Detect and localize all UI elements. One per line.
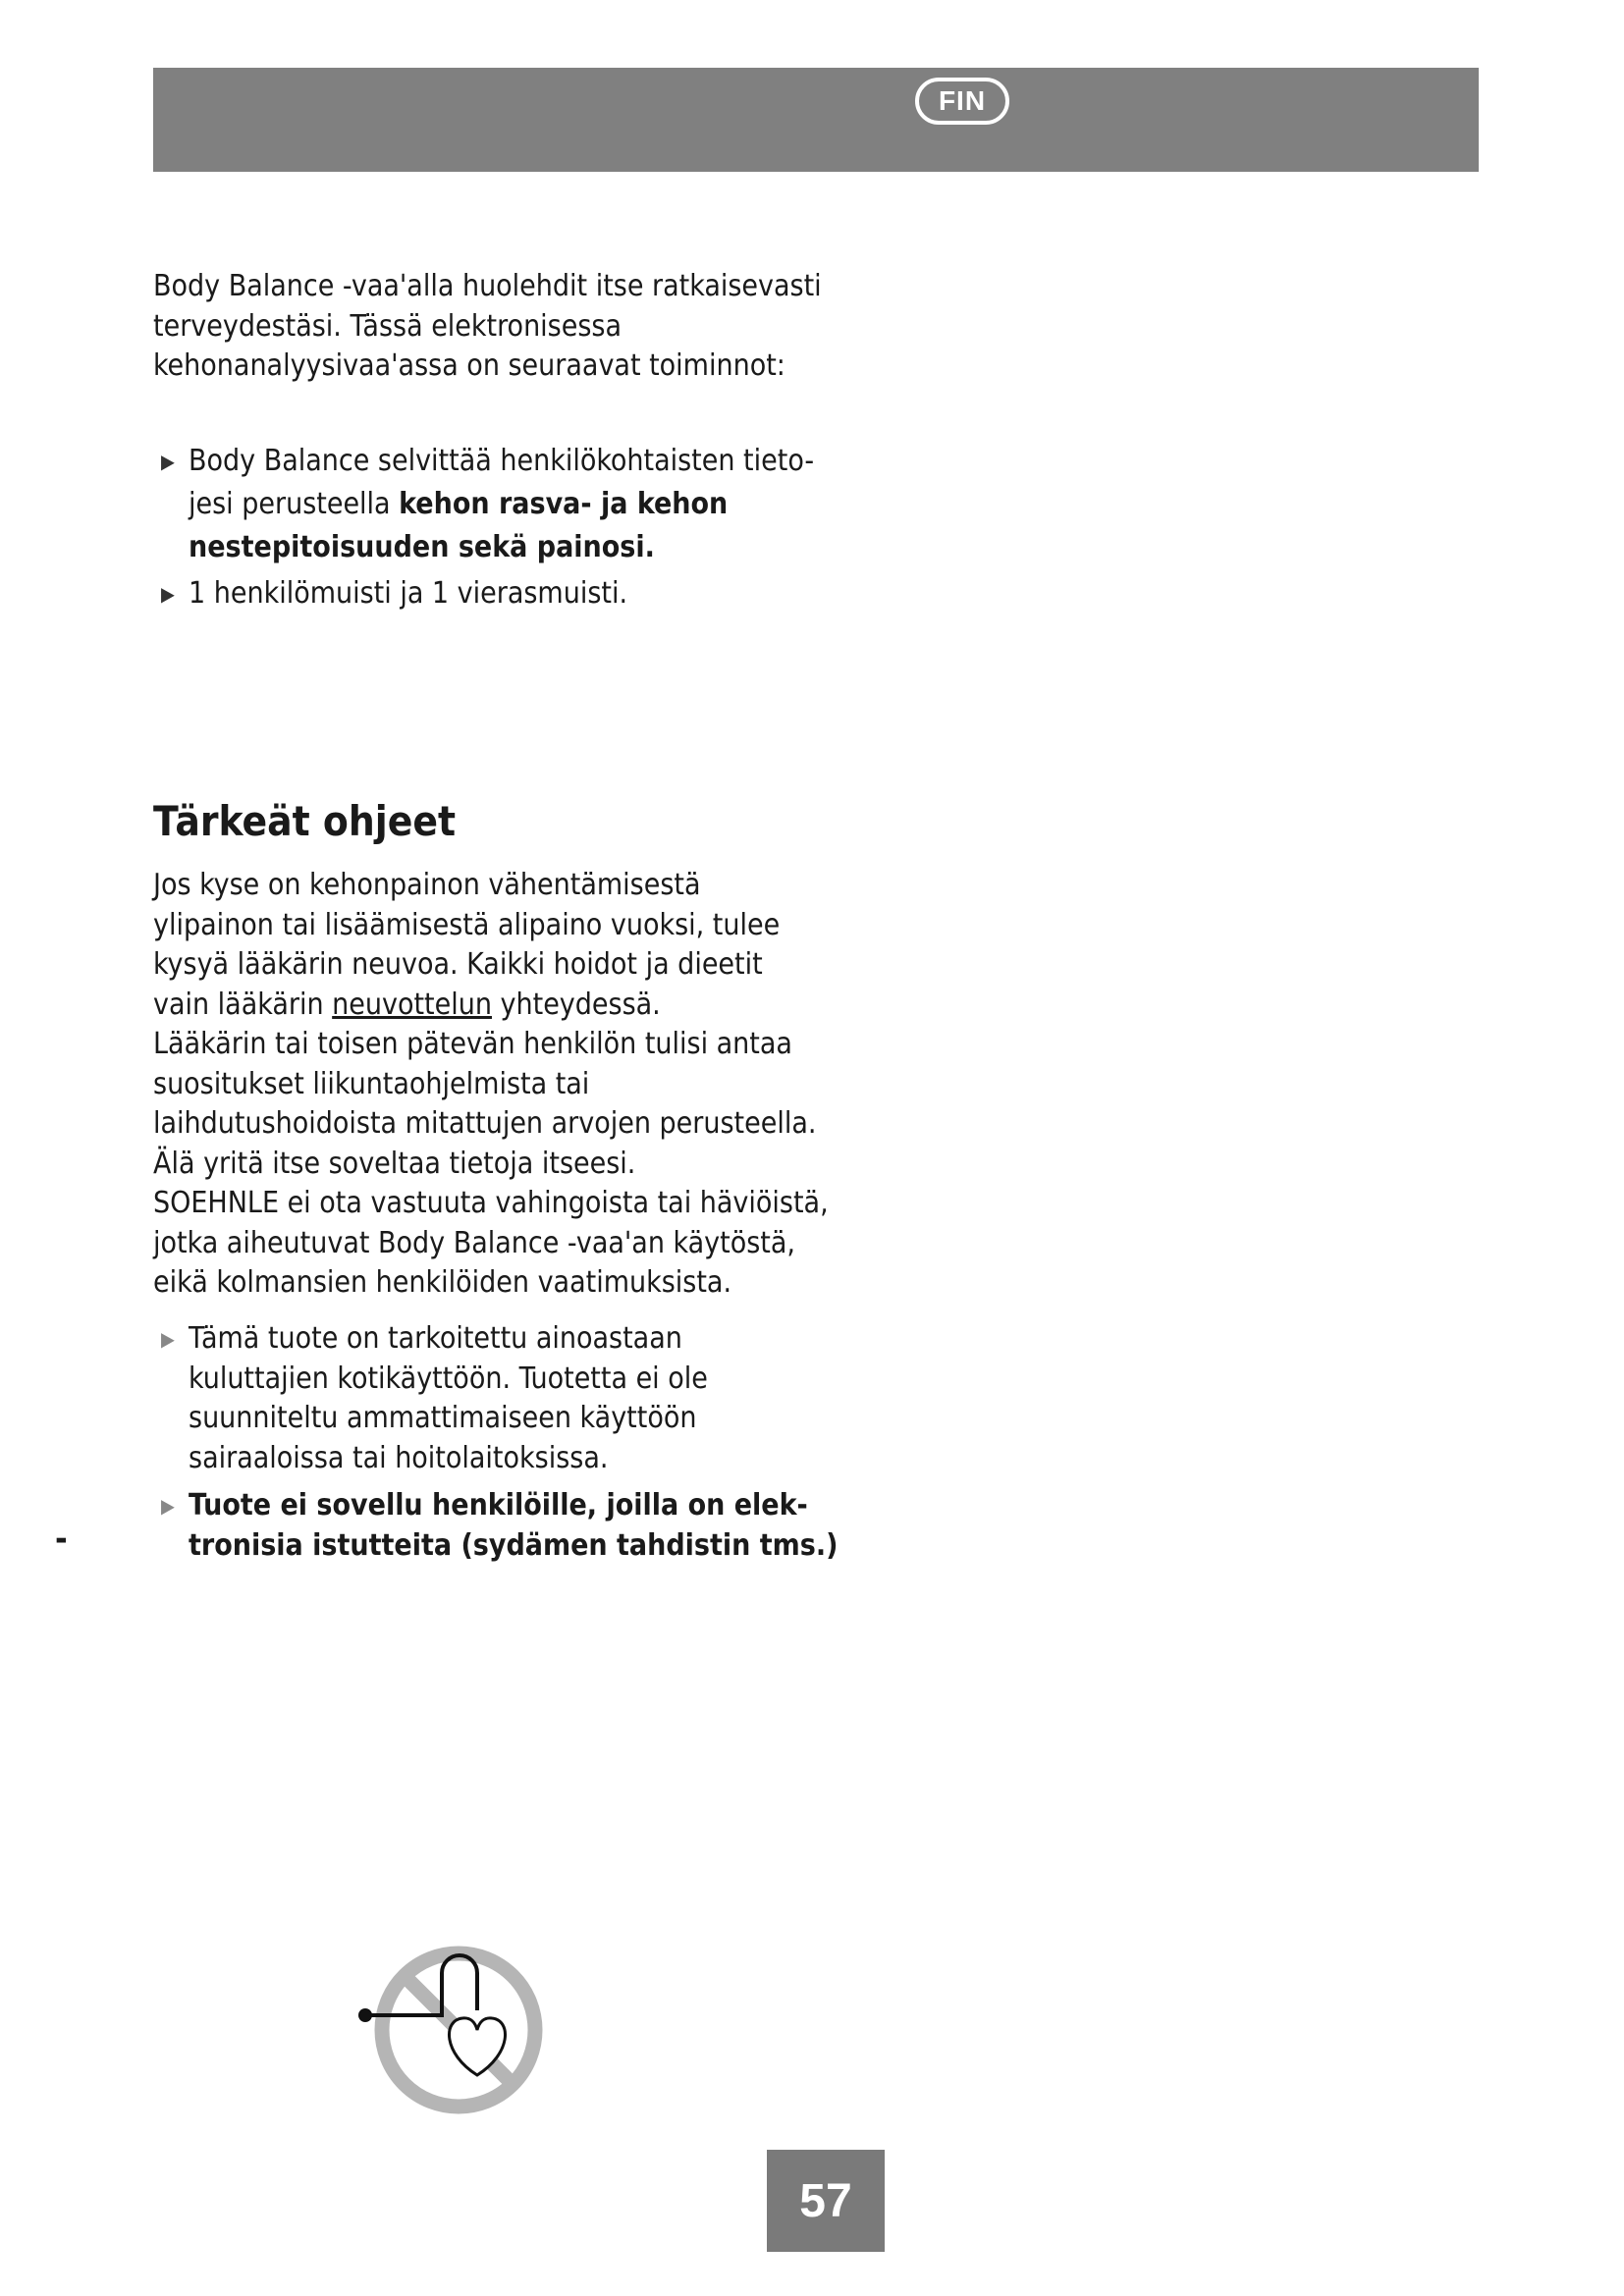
note-home-use — [153, 1319, 860, 1478]
intro-line: Body Balance -vaa'alla huolehdit itse ratkaisevasti — [153, 269, 822, 303]
feature-item-body-analysis — [153, 440, 840, 569]
note-line: Tuote ei sovellu henkilöille, joilla on elek- — [189, 1488, 808, 1522]
paragraph-line — [153, 986, 860, 1026]
paragraph-line: Jos kyse on kehonpainon vähentämisestä — [153, 868, 701, 902]
feature-item-memory — [153, 574, 840, 614]
margin-dash: - — [55, 1520, 68, 1559]
feature-line: Body Balance selvittää henkilökohtaisten tieto- — [189, 444, 815, 478]
paragraph-line: jotka aiheutuvat Body Balance -vaa'an käytöstä, — [153, 1225, 795, 1260]
paragraph-text: vain lääkärin — [153, 987, 333, 1022]
warning-list — [153, 1319, 860, 1574]
section-heading: Tärkeät ohjeet — [153, 797, 457, 845]
paragraph-line: eikä kolmansien henkilöiden vaatimuksista. — [153, 1265, 732, 1300]
paragraph-line: suositukset liikuntaohjelmista tai — [153, 1066, 590, 1101]
paragraph-line: laihdutushoidoista mitattujen arvojen perusteella. — [153, 1106, 817, 1141]
paragraph-text: yhteydessä. — [491, 987, 661, 1022]
note-line: Tämä tuote on tarkoitettu ainoastaan — [189, 1321, 682, 1356]
note-implants-warning — [153, 1486, 860, 1566]
bullet-arrow-icon: ▶ — [161, 450, 175, 473]
underlined-word: neuvottelun — [332, 987, 492, 1022]
page-number: 57 — [767, 2150, 885, 2252]
feature-line: 1 henkilömuisti ja 1 vierasmuisti. — [189, 576, 628, 611]
intro-line: kehonanalyysivaa'assa on seuraavat toiminnot: — [153, 348, 785, 383]
bullet-arrow-icon: ▶ — [161, 1494, 175, 1518]
note-line: tronisia istutteita (sydämen tahdistin tms.) — [189, 1527, 839, 1563]
note-line: suunniteltu ammattimaiseen käyttöön — [189, 1401, 697, 1435]
intro-line: terveydestäsi. Tässä elektronisessa — [153, 308, 623, 344]
important-notes-paragraph — [153, 866, 860, 1304]
language-badge: FIN — [915, 78, 1009, 125]
paragraph-line: kysyä lääkärin neuvoa. Kaikki hoidot ja dieetit — [153, 947, 763, 982]
paragraph-line: ylipainon tai lisäämisestä alipaino vuoksi, tulee — [153, 907, 781, 942]
bullet-arrow-icon: ▶ — [161, 582, 175, 606]
feature-emphasis: nestepitoisuuden sekä painosi. — [189, 530, 655, 564]
no-pacemaker-icon — [349, 1944, 565, 2120]
note-line: kuluttajien kotikäyttöön. Tuotetta ei ole — [189, 1361, 708, 1396]
feature-emphasis: kehon rasva- ja kehon — [399, 487, 729, 521]
header-bar — [153, 68, 1479, 172]
paragraph-line: SOEHNLE ei ota vastuuta vahingoista tai häviöistä, — [153, 1186, 829, 1220]
feature-line — [189, 483, 840, 526]
paragraph-line: Lääkärin tai toisen pätevän henkilön tulisi antaa — [153, 1027, 792, 1061]
bullet-arrow-icon: ▶ — [161, 1327, 175, 1351]
feature-text: jesi perusteella — [189, 487, 400, 521]
feature-list — [153, 440, 840, 619]
note-line: sairaaloissa tai hoitolaitoksissa. — [189, 1440, 609, 1475]
paragraph-line: Älä yritä itse soveltaa tietoja itseesi. — [153, 1146, 636, 1181]
intro-paragraph — [153, 267, 840, 387]
